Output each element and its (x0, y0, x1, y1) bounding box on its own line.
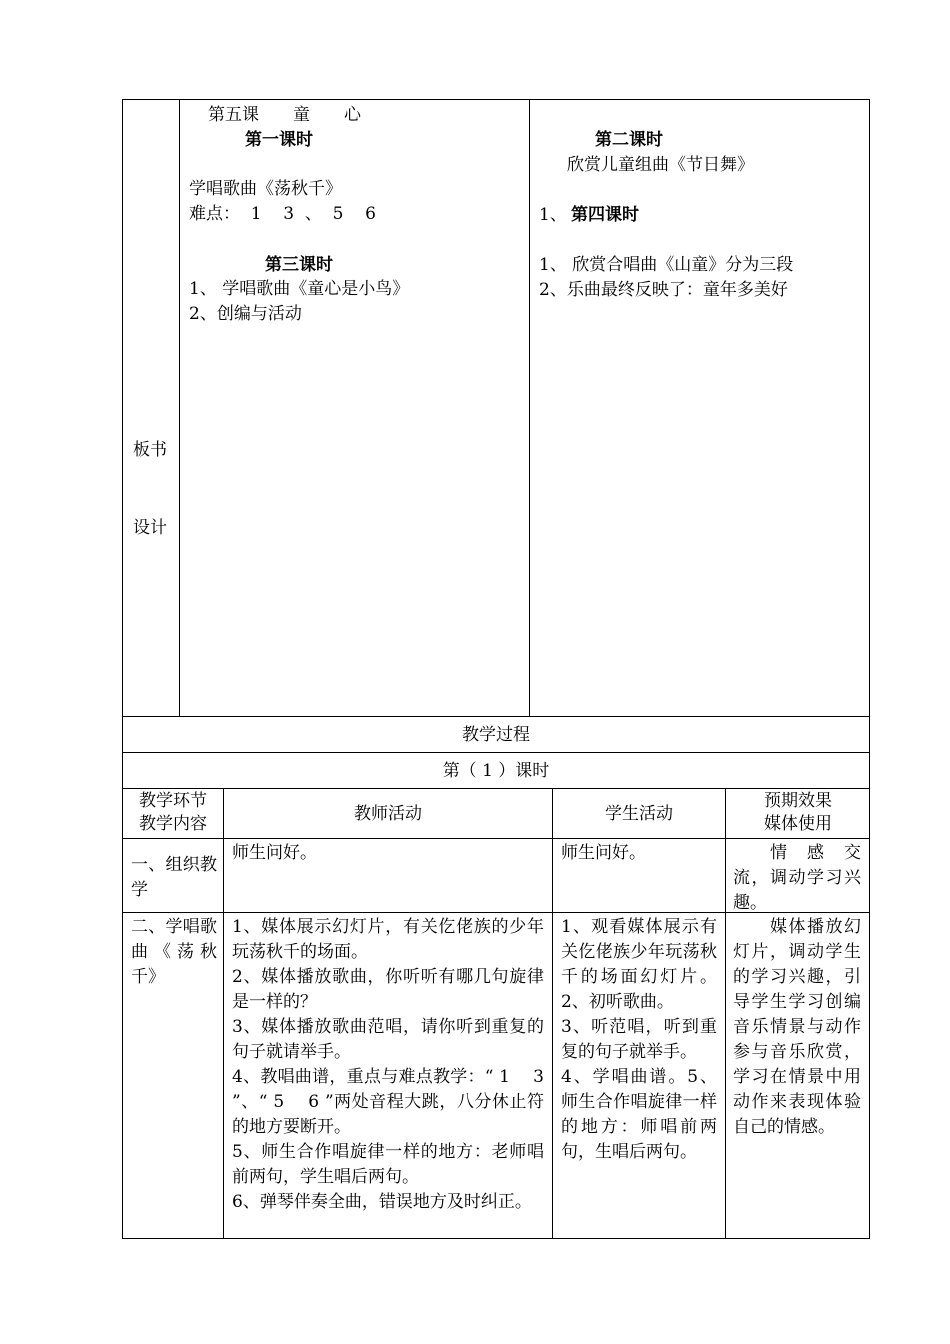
board-label: 板书 设计 (133, 440, 167, 538)
header-student: 学生活动 (605, 804, 673, 824)
board-label-divider (179, 99, 180, 717)
teacher-step-6: 6、弹琴伴奏全曲，错误地方及时纠正。 (232, 1192, 532, 1212)
row2-effect: 媒体播放幻灯片，调动学生的学习兴趣，引导学生学习创编音乐情景与动作参与音乐欣赏，学习在情景中用动作来表现体验自己的情感。 (733, 917, 861, 1137)
row1-effect: 情 感 交流，调动学习兴趣。 (733, 843, 861, 913)
student-step-3: 3、听范唱，听到重复的句子就举手。 (561, 1017, 717, 1062)
period-label-divider (122, 788, 870, 789)
row2-teacher (232, 915, 544, 1215)
period2-title: 第二课时 (595, 130, 663, 150)
process-title-divider (122, 752, 870, 753)
teacher-step-3: 3、媒体播放歌曲范唱，请你听到重复的句子就请举手。 (232, 1017, 544, 1062)
header-stage: 教学环节 教学内容 (139, 791, 207, 834)
col3-divider (725, 788, 726, 1239)
period2-content: 欣赏儿童组曲《节日舞》 (567, 155, 754, 175)
period3-item2: 2、创编与活动 (189, 304, 302, 324)
col1-divider (223, 788, 224, 1239)
header-teacher: 教师活动 (354, 804, 422, 824)
period-label: 第（ 1 ）课时 (442, 761, 550, 781)
row1-student: 师生问好。 (561, 843, 646, 863)
period1-song: 学唱歌曲《荡秋千》 (189, 179, 342, 199)
period1-difficulty: 难点： 1 3 、 5 6 (189, 204, 376, 224)
lesson-title: 第五课 童 心 (208, 105, 361, 125)
student-step-4: 4、学唱曲谱。5、师生合作唱旋律一样的地方：师唱前两句，生唱后两句。 (561, 1067, 717, 1162)
period4-item1: 1、 欣赏合唱曲《山童》分为三段 (539, 255, 794, 275)
period4-item2: 2、乐曲最终反映了：童年多美好 (539, 280, 788, 300)
period4-title: 第四课时 (571, 205, 639, 225)
process-title: 教学过程 (462, 725, 530, 745)
col2-divider (552, 788, 553, 1239)
row1-teacher: 师生问好。 (232, 843, 317, 863)
period3-title: 第三课时 (265, 255, 333, 275)
teacher-step-5: 5、师生合作唱旋律一样的地方：老师唱前两句，学生唱后两句。 (232, 1142, 544, 1187)
student-step-1: 1、观看媒体展示有关仡佬族少年玩荡秋千的场面幻灯片。2、初听歌曲。 (561, 917, 717, 1012)
row1-stage: 一、组织教学 (131, 855, 217, 900)
teacher-step-4: 4、教唱曲谱，重点与难点教学：“ 1 3 ”、“ 5 6 ”两处音程大跳，八分休止符的地方要断开。 (232, 1067, 544, 1137)
period4-prefix: 1、 (539, 205, 567, 225)
row2-stage: 二、学唱歌曲《荡秋千》 (131, 917, 217, 987)
teacher-step-2: 2、媒体播放歌曲，你听听有哪几句旋律是一样的？ (232, 967, 544, 1012)
board-column-divider (529, 99, 530, 717)
row2-student (561, 915, 717, 1165)
header-divider (122, 838, 870, 839)
period3-item1: 1、 学唱歌曲《童心是小鸟》 (189, 279, 410, 299)
period1-title: 第一课时 (245, 130, 313, 150)
teacher-step-1: 1、媒体展示幻灯片，有关仡佬族的少年玩荡秋千的场面。 (232, 917, 544, 962)
header-effect: 预期效果 媒体使用 (764, 791, 832, 834)
